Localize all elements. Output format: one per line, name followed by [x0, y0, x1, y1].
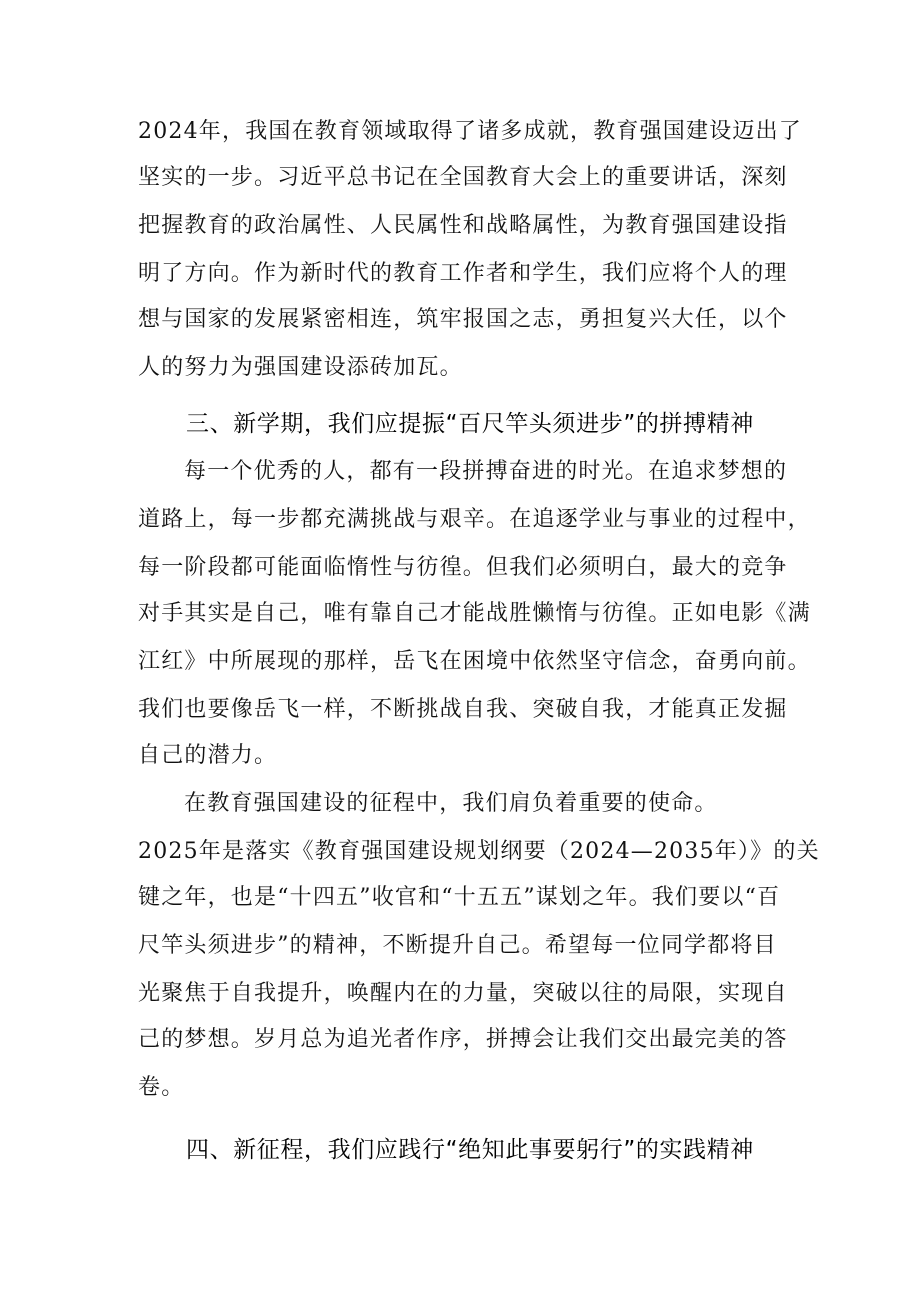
paragraph-line: 尺竿头须进步”的精神，不断提升自己。希望每一位同学都将目: [138, 933, 777, 958]
paragraph-line: 每一阶段都可能面临惰性与彷徨。但我们必须明白，最大的竞争: [138, 555, 788, 580]
paragraph-line: 己的梦想。岁月总为追光者作序，拼搏会让我们交出最完美的答: [138, 1027, 788, 1052]
paragraph-line: 想与国家的发展紧密相连，筑牢报国之志，勇担复兴大任，以个: [138, 307, 788, 332]
section-heading-4: 四、新征程，我们应践行“绝知此事要躬行”的实践精神: [186, 1137, 754, 1163]
paragraph-line: 键之年，也是“十四五”收官和“十五五”谋划之年。我们要以“百: [138, 885, 781, 910]
paragraph-line: 光聚焦于自我提升，唤醒内在的力量，突破以往的局限，实现自: [138, 981, 788, 1006]
paragraph-line: 对手其实是自己，唯有靠自己才能战胜懒惰与彷徨。正如电影《满: [138, 601, 811, 626]
paragraph-line: 道路上，每一步都充满挑战与艰辛。在追逐学业与事业的过程中，: [138, 507, 811, 532]
paragraph-line: 坚实的一步。习近平总书记在全国教育大会上的重要讲话，深刻: [138, 165, 788, 190]
section-heading-3: 三、新学期，我们应提振“百尺竿头须进步”的拼搏精神: [186, 411, 754, 437]
paragraph-line: 把握教育的政治属性、人民属性和战略属性，为教育强国建设指: [138, 213, 788, 238]
paragraph-line: 在教育强国建设的征程中，我们肩负着重要的使命。: [184, 791, 718, 816]
paragraph-line: 江红》中所展现的那样，岳飞在困境中依然坚守信念，奋勇向前。: [138, 649, 811, 674]
paragraph-line: 每一个优秀的人，都有一段拼搏奋进的时光。在追求梦想的: [184, 459, 788, 484]
paragraph-line: 2024年，我国在教育领域取得了诸多成就，教育强国建设迈出了: [138, 119, 802, 144]
paragraph-line: 卷。: [138, 1075, 185, 1100]
paragraph-line: 人的努力为强国建设添砖加瓦。: [138, 355, 463, 380]
paragraph-line: 自己的潜力。: [138, 743, 278, 768]
paragraph-line: 我们也要像岳飞一样，不断挑战自我、突破自我，才能真正发掘: [138, 697, 788, 722]
paragraph-line: 2025年是落实《教育强国建设规划纲要（2024—2035年）》的关: [138, 839, 820, 864]
paragraph-line: 明了方向。作为新时代的教育工作者和学生，我们应将个人的理: [138, 261, 788, 286]
